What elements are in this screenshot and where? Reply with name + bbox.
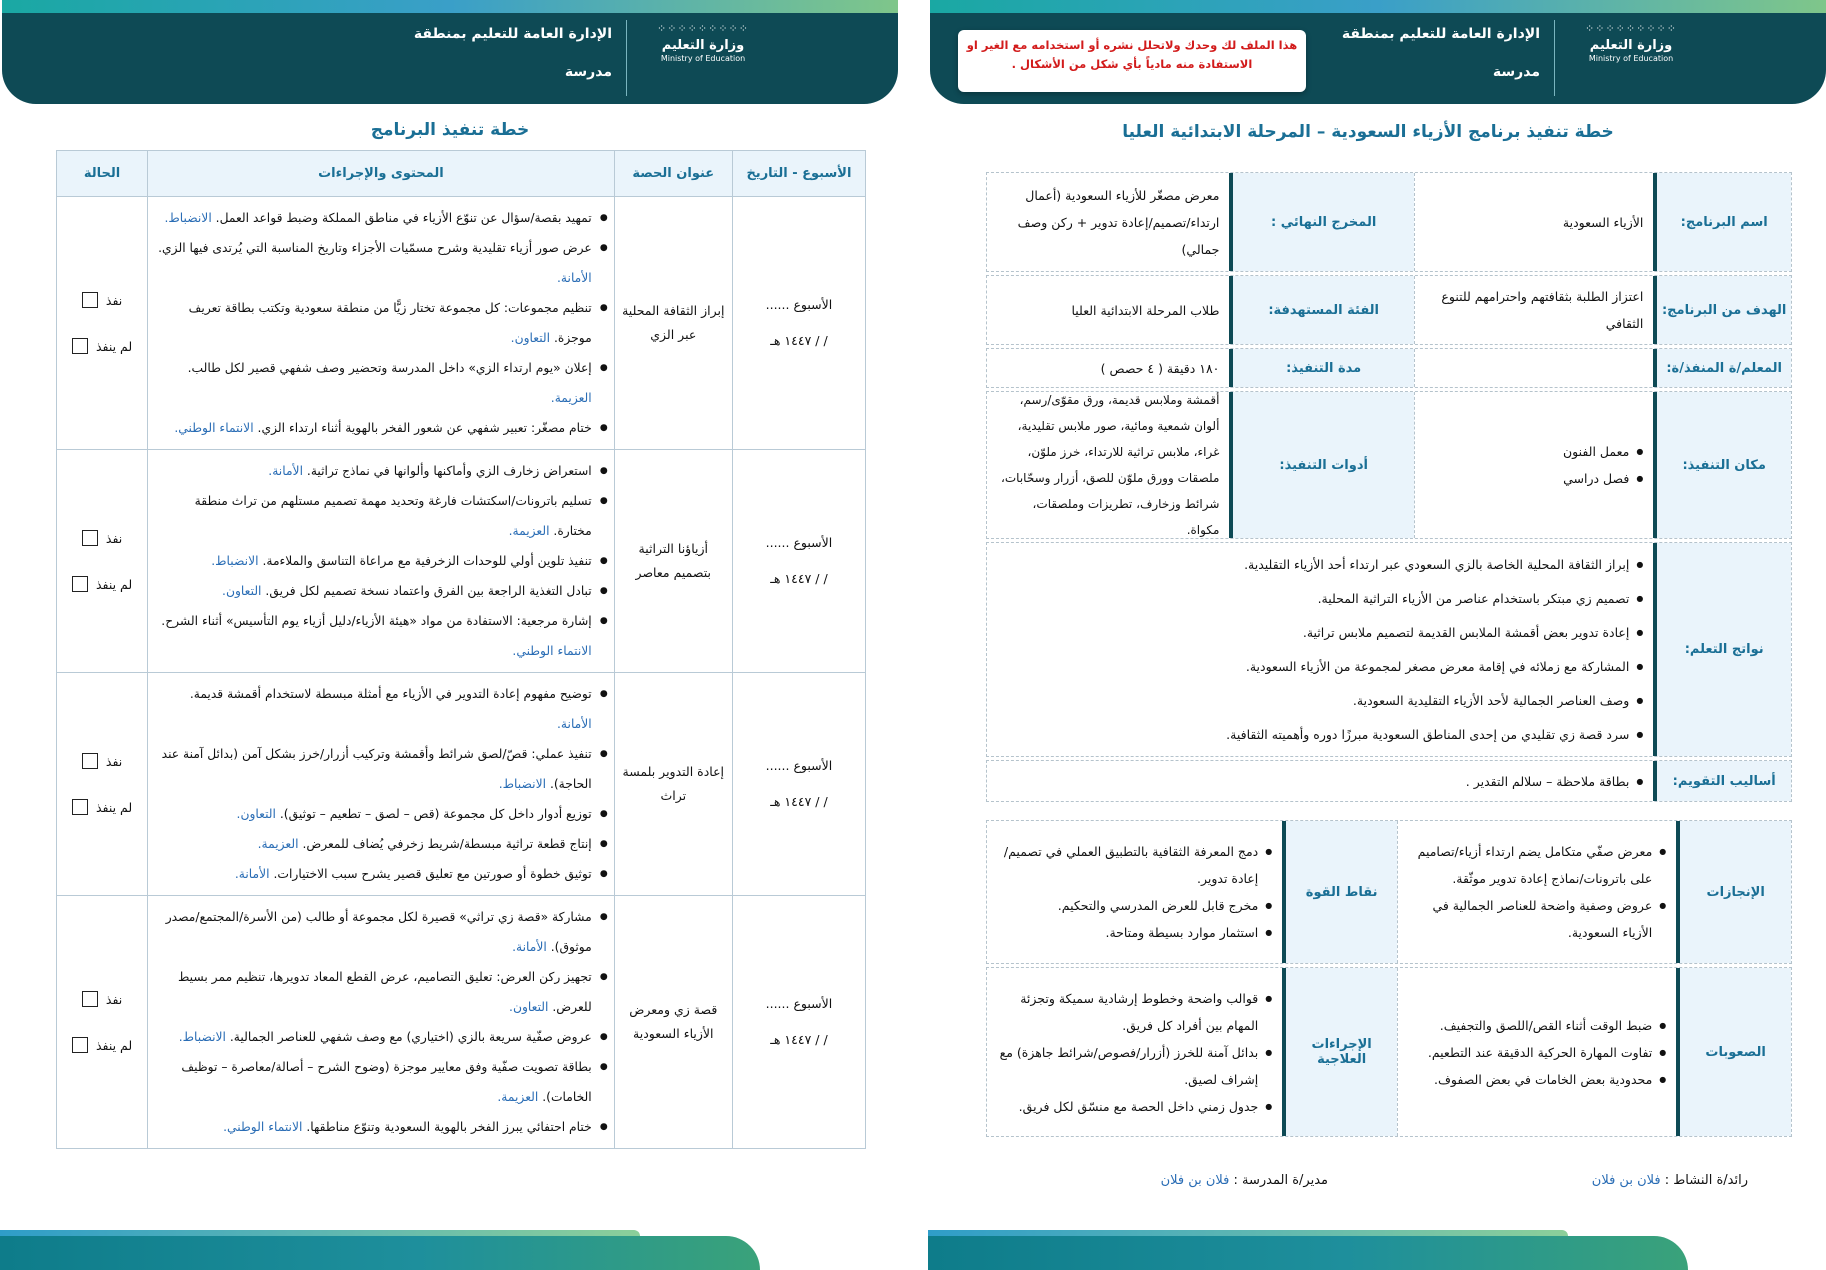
logo-dots-icon: ⁘⁘⁘⁘⁘⁘⁘⁘⁘ [1585, 22, 1677, 35]
teacher-name [1414, 349, 1653, 387]
page-execution-plan [0, 0, 900, 1270]
list-item: ● فصل دراسي [1425, 465, 1643, 492]
row-name-output [986, 172, 1792, 272]
value-tag: العزيمة. [257, 837, 299, 851]
value-tag: الأمانة. [512, 940, 547, 954]
program-goal: اعتزاز الطلبة بثقافتهم واحترامهم للتنوع الثقافي [1414, 276, 1653, 344]
logo-arabic: وزارة التعليم [1589, 38, 1673, 53]
procedure-text: عرض صور أزياء تقليدية وشرح مسمّيات الأجزاء وتاريخ المناسبة التي يُرتدى فيها الزي. [158, 241, 592, 255]
value-tag: التعاون. [222, 584, 262, 598]
outcomes [987, 543, 1653, 756]
procedure-text: تنفيذ تلوين أولي للوحدات الزخرفية مع مراعاة التناسق والملاءمة. [262, 554, 592, 568]
col-content: المحتوى والإجراءات [148, 151, 615, 197]
evaluation-item: ● بطاقة ملاحظة – سلالم التقدير . [997, 768, 1643, 795]
logo-english: Ministry of Education [660, 54, 746, 63]
procedure-text: تجهيز ركن العرض: تعليق التصاميم، عرض القطع المعاد تدويرها، تنظيم ممر بسيط للعرض. [177, 970, 592, 1014]
week-date-cell [732, 896, 865, 1149]
label-strengths: نقاط القوة [1282, 821, 1397, 963]
checkbox-done[interactable] [82, 991, 98, 1007]
activity-leader-signature [1592, 1173, 1748, 1188]
label-evaluation: أساليب التقويم: [1653, 761, 1791, 801]
checkbox-not-done[interactable] [72, 338, 88, 354]
procedure-text: تنظيم مجموعات: كل مجموعة تختار زيًّا من منطقة سعودية وتكتب بطاقة تعريف موجزة. [188, 301, 592, 345]
plan-row [57, 197, 866, 450]
plan-row [57, 673, 866, 896]
strengths [987, 821, 1282, 963]
program-name: الأزياء السعودية [1414, 173, 1653, 271]
col-status: الحالة [57, 151, 148, 197]
procedure-text: توزيع أدوار داخل كل مجموعة (قص – لصق – تطعيم – توثيق). [279, 807, 592, 821]
procedure-item [154, 233, 608, 293]
page-title: خطة تنفيذ البرنامج [370, 120, 530, 140]
status-not-label: لم ينفذ [95, 576, 133, 592]
value-tag: الانتماء الوطني. [512, 644, 592, 658]
plan-row [57, 896, 866, 1149]
status-not-done[interactable] [63, 323, 141, 369]
col-week-date: الأسبوع - التاريخ [732, 151, 865, 197]
header-divider [1554, 20, 1555, 96]
procedure-text: توثيق خطوة أو صورتين مع تعليق قصير يشرح سبب الاختيارات. [273, 867, 592, 881]
status-done-label: نفذ [105, 292, 123, 308]
week-date-cell [732, 450, 865, 673]
logo-english: Ministry of Education [1588, 54, 1674, 63]
date-line: / / ١٤٤٧ هـ [770, 1032, 828, 1047]
status-not-label: لم ينفذ [95, 799, 133, 815]
list-item: ● سرد قصة زي تقليدي من إحدى المناطق السعودية مبرزًا دوره وأهميته الثقافية. [997, 718, 1643, 752]
list-item: ● بدائل آمنة للخرز (أزرار/فصوص/شرائط جاهزة) مع إشراف لصيق. [997, 1039, 1272, 1093]
status-done-label: نفذ [105, 991, 123, 1007]
status-not-done[interactable] [63, 784, 141, 830]
header-banner [2, 0, 898, 104]
label-principal: مدير/ة المدرسة : [1233, 1173, 1328, 1188]
status-not-done[interactable] [63, 561, 141, 607]
row-goal-target [986, 275, 1792, 345]
label-teacher: المعلم/ة المنفذ/ة: [1653, 349, 1791, 387]
procedure-item [154, 679, 608, 739]
procedure-item [154, 486, 608, 546]
label-activity-leader: رائد/ة النشاط : [1664, 1173, 1748, 1188]
ministry-logo [1576, 24, 1686, 63]
status-not-label: لم ينفذ [95, 338, 133, 354]
value-tag: التعاون. [510, 331, 551, 345]
checkbox-not-done[interactable] [72, 1037, 88, 1053]
procedure-text: استعراض زخارف الزي وأماكنها وألوانها في نماذج تراثية. [306, 464, 592, 478]
value-tag: الأمانة. [557, 271, 592, 285]
status-done[interactable] [63, 738, 141, 784]
procedure-text: تسليم باترونات/اسكتشات فارغة وتحديد مهمة تصميم مستلهم من تراث منطقة مختارة. [194, 494, 592, 538]
label-target: الفئة المستهدفة: [1229, 276, 1414, 344]
checkbox-done[interactable] [82, 753, 98, 769]
logo-dots-icon: ⁘⁘⁘⁘⁘⁘⁘⁘⁘ [657, 22, 749, 35]
week-date-cell [732, 197, 865, 450]
target-group: طلاب المرحلة الابتدائية العليا [1071, 302, 1220, 318]
status-cell [57, 896, 148, 1149]
status-cell [57, 450, 148, 673]
label-achievements: الإنجازات [1676, 821, 1791, 963]
procedure-item [154, 606, 608, 666]
row-outcomes [986, 542, 1792, 757]
procedure-text: ختام مصغّر: تعبير شفهي عن شعور الفخر بالهوية أثناء ارتداء الزي. [257, 421, 592, 435]
week-line: الأسبوع ...... [765, 535, 833, 550]
procedure-item [154, 353, 608, 413]
status-cell [57, 673, 148, 896]
principal-signature [1161, 1173, 1328, 1188]
footer-wave [0, 1224, 760, 1270]
procedure-item [154, 739, 608, 799]
header-stripe [930, 0, 1826, 13]
procedure-text: إعلان «يوم ارتداء الزي» داخل المدرسة وتحضير وصف شفهي قصير لكل طالب. [187, 361, 592, 375]
duration: ١٨٠ دقيقة ( ٤ حصص ) [1100, 360, 1220, 376]
list-item: ● إعادة تدوير بعض أقمشة الملابس القديمة لتصميم ملابس تراثية. [997, 616, 1643, 650]
row-evaluation [986, 760, 1792, 802]
activity-leader-name: فلان بن فلان [1591, 1173, 1661, 1188]
date-line: / / ١٤٤٧ هـ [770, 794, 828, 809]
checkbox-done[interactable] [82, 530, 98, 546]
value-tag: الانضباط. [211, 554, 259, 568]
procedure-item [154, 829, 608, 859]
tools: أقمشة وملابس قديمة، ورق مقوّى/رسم، ألوان شمعية ومائية، صور ملابس تقليدية، غراء، ملابس تراثية للارتداء، خرز ملوّن، ملصقات وورق ملوّن للصق، أزرار وسحّابات، شرائط وزخارف، تطريزات وملصقات، مكواة. [1001, 393, 1220, 537]
plan-row [57, 450, 866, 673]
copyright-warning: هذا الملف لك وحدك ولاتحلل نشره أو استخدامه مع الغير او الاستفادة منه مادياً بأي شكل من الأشكال . [958, 30, 1306, 92]
week-line: الأسبوع ...... [765, 758, 833, 773]
header-school: مدرسة [1492, 64, 1540, 80]
procedures-cell [148, 450, 615, 673]
week-line: الأسبوع ...... [765, 297, 833, 312]
procedure-item [154, 546, 608, 576]
value-tag: التعاون. [236, 807, 276, 821]
week-line: الأسبوع ...... [765, 996, 833, 1011]
label-program-name: اسم البرنامج: [1653, 173, 1791, 271]
procedure-item [154, 1052, 608, 1112]
footer-wave [928, 1224, 1688, 1270]
review-panel [986, 820, 1792, 1140]
procedure-text: تبادل التغذية الراجعة بين الفرق واعتماد نسخة تصميم لكل فريق. [265, 584, 592, 598]
procedure-text: بطاقة تصويت صفّية وفق معايير موجزة (وضوح الشرح – أصالة/معاصرة – توظيف الخامات). [181, 1060, 592, 1104]
procedures-cell [148, 896, 615, 1149]
procedures-cell [148, 673, 615, 896]
header-stripe [2, 0, 898, 13]
procedure-text: إنتاج قطعة تراثية مبسطة/شريط زخرفي يُضاف للمعرض. [302, 837, 592, 851]
evaluation [987, 761, 1653, 801]
status-cell [57, 197, 148, 450]
achievements [1397, 821, 1676, 963]
header-title: الإدارة العامة للتعليم بمنطقة [413, 26, 612, 42]
lesson-title: إبراز الثقافة المحلية عبر الزي [614, 197, 732, 450]
list-item: ● معمل الفنون [1425, 438, 1643, 465]
row-place-tools [986, 391, 1792, 539]
date-line: / / ١٤٤٧ هـ [770, 571, 828, 586]
status-done[interactable] [63, 976, 141, 1022]
list-item: ● عروض وصفية واضحة للعناصر الجمالية في الأزياء السعودية. [1408, 892, 1666, 946]
list-item: ● إبراز الثقافة المحلية الخاصة بالزي السعودي عبر ارتداء أحد الأزياء التقليدية. [997, 548, 1643, 582]
procedure-item [154, 576, 608, 606]
label-remedies: الإجراءات العلاجية [1282, 968, 1397, 1136]
checkbox-done[interactable] [82, 292, 98, 308]
lesson-title: قصة زي ومعرض الأزياء السعودية [614, 896, 732, 1149]
lesson-title: إعادة التدوير بلمسة تراث [614, 673, 732, 896]
list-item: ● استثمار موارد بسيطة ومتاحة. [997, 919, 1272, 946]
procedure-item [154, 1022, 608, 1052]
procedure-item [154, 1112, 608, 1142]
status-not-label: لم ينفذ [95, 1037, 133, 1053]
value-tag: العزيمة. [497, 1090, 539, 1104]
procedure-item [154, 902, 608, 962]
list-item: ● قوالب واضحة وخطوط إرشادية سميكة وتجزئة المهام بين أفراد كل فريق. [997, 985, 1272, 1039]
label-goal: الهدف من البرنامج: [1653, 276, 1791, 344]
list-item: ● دمج المعرفة الثقافية بالتطبيق العملي في تصميم/إعادة تدوير. [997, 838, 1272, 892]
procedure-text: ختام احتفائي يبرز الفخر بالهوية السعودية وتنوّع مناطقها. [306, 1120, 592, 1134]
program-info-panel [986, 172, 1792, 805]
list-item: ● مخرج قابل للعرض المدرسي والتحكيم. [997, 892, 1272, 919]
procedure-text: توضيح مفهوم إعادة التدوير في الأزياء مع أمثلة مبسطة لاستخدام أقمشة قديمة. [189, 687, 592, 701]
value-tag: الأمانة. [234, 867, 270, 881]
value-tag: الانضباط. [178, 1030, 226, 1044]
value-tag: الانضباط. [164, 211, 212, 225]
plan-table [56, 150, 866, 1149]
principal-name: فلان بن فلان [1160, 1173, 1230, 1188]
logo-arabic: وزارة التعليم [661, 38, 745, 53]
ministry-logo [648, 24, 758, 63]
value-tag: الانضباط. [498, 777, 547, 791]
value-tag: الانتماء الوطني. [223, 1120, 303, 1134]
page-program-overview [928, 0, 1826, 1270]
list-item: ● وصف العناصر الجمالية لأحد الأزياء التقليدية السعودية. [997, 684, 1643, 718]
status-done-label: نفذ [105, 753, 123, 769]
label-difficulties: الصعوبات [1676, 968, 1791, 1136]
difficulties [1397, 968, 1676, 1136]
procedure-item [154, 859, 608, 889]
week-date-cell [732, 673, 865, 896]
procedure-item [154, 203, 608, 233]
label-place: مكان التنفيذ: [1653, 392, 1791, 538]
status-done[interactable] [63, 515, 141, 561]
procedure-item [154, 962, 608, 1022]
list-item: ● ضبط الوقت أثناء القص/اللصق والتجفيف. [1408, 1012, 1666, 1039]
status-done[interactable] [63, 277, 141, 323]
procedure-item [154, 293, 608, 353]
row-difficulties-remedies [986, 967, 1792, 1137]
header-school: مدرسة [564, 64, 612, 80]
row-teacher-duration [986, 348, 1792, 388]
row-achievements-strengths [986, 820, 1792, 964]
header-divider [626, 20, 627, 96]
procedure-text: تمهيد بقصة/سؤال عن تنوّع الأزياء في مناطق المملكة وضبط قواعد العمل. [215, 211, 592, 225]
header-title: الإدارة العامة للتعليم بمنطقة [1341, 26, 1540, 42]
procedure-text: مشاركة «قصة زي تراثي» قصيرة لكل مجموعة أو طالب (من الأسرة/المجتمع/مصدر موثوق). [165, 910, 592, 954]
list-item: ● تصميم زي مبتكر باستخدام عناصر من الأزياء التراثية المحلية. [997, 582, 1643, 616]
program-title: خطة تنفيذ برنامج الأزياء السعودية – المرحلة الابتدائية العليا [1122, 122, 1614, 142]
procedure-text: عروض صفّية سريعة بالزي (اختياري) مع وصف شفهي للعناصر الجمالية. [229, 1030, 592, 1044]
label-duration: مدة التنفيذ: [1229, 349, 1414, 387]
list-item: ● المشاركة مع زملائه في إقامة معرض مصغر لمجموعة من الأزياء السعودية. [997, 650, 1643, 684]
procedure-item [154, 413, 608, 443]
value-tag: الأمانة. [557, 717, 592, 731]
procedures-cell [148, 197, 615, 450]
label-final-output: المخرج النهائي : [1229, 173, 1414, 271]
procedure-item [154, 799, 608, 829]
places [1414, 392, 1653, 538]
status-not-done[interactable] [63, 1022, 141, 1068]
col-lesson-title: عنوان الحصة [614, 151, 732, 197]
list-item: ● جدول زمني داخل الحصة مع منسّق لكل فريق. [997, 1093, 1272, 1120]
lesson-title: أزياؤنا التراثية بتصميم معاصر [614, 450, 732, 673]
value-tag: التعاون. [509, 1000, 549, 1014]
procedure-text: إشارة مرجعية: الاستفادة من مواد «هيئة الأزياء/دليل أزياء يوم التأسيس» أثناء الشرح. [161, 614, 592, 628]
procedure-item [154, 456, 608, 486]
value-tag: الانتماء الوطني. [174, 421, 254, 435]
final-output: معرض مصغّر للأزياء السعودية (أعمال ارتداء/تصميم/إعادة تدوير + ركن وصف جمالي) [1017, 187, 1220, 257]
date-line: / / ١٤٤٧ هـ [770, 333, 828, 348]
checkbox-not-done[interactable] [72, 576, 88, 592]
value-tag: العزيمة. [550, 391, 592, 405]
status-done-label: نفذ [105, 530, 123, 546]
checkbox-not-done[interactable] [72, 799, 88, 815]
label-outcomes: نواتج التعلم: [1653, 543, 1791, 756]
value-tag: العزيمة. [508, 524, 550, 538]
header-banner [930, 0, 1826, 104]
list-item: ● تفاوت المهارة الحركية الدقيقة عند التطعيم. [1408, 1039, 1666, 1066]
remedies [987, 968, 1282, 1136]
label-tools: أدوات التنفيذ: [1229, 392, 1414, 538]
list-item: ● معرض صفّي متكامل يضم ارتداء أزياء/تصاميم على باترونات/نماذج إعادة تدوير موثّقة. [1408, 838, 1666, 892]
procedure-text: تنفيذ عملي: قصّ/لصق شرائط وأقمشة وتركيب أزرار/خرز بشكل آمن (بدائل آمنة عند الحاجة). [161, 747, 592, 791]
list-item: ● محدودية بعض الخامات في بعض الصفوف. [1408, 1066, 1666, 1093]
value-tag: الأمانة. [268, 464, 303, 478]
